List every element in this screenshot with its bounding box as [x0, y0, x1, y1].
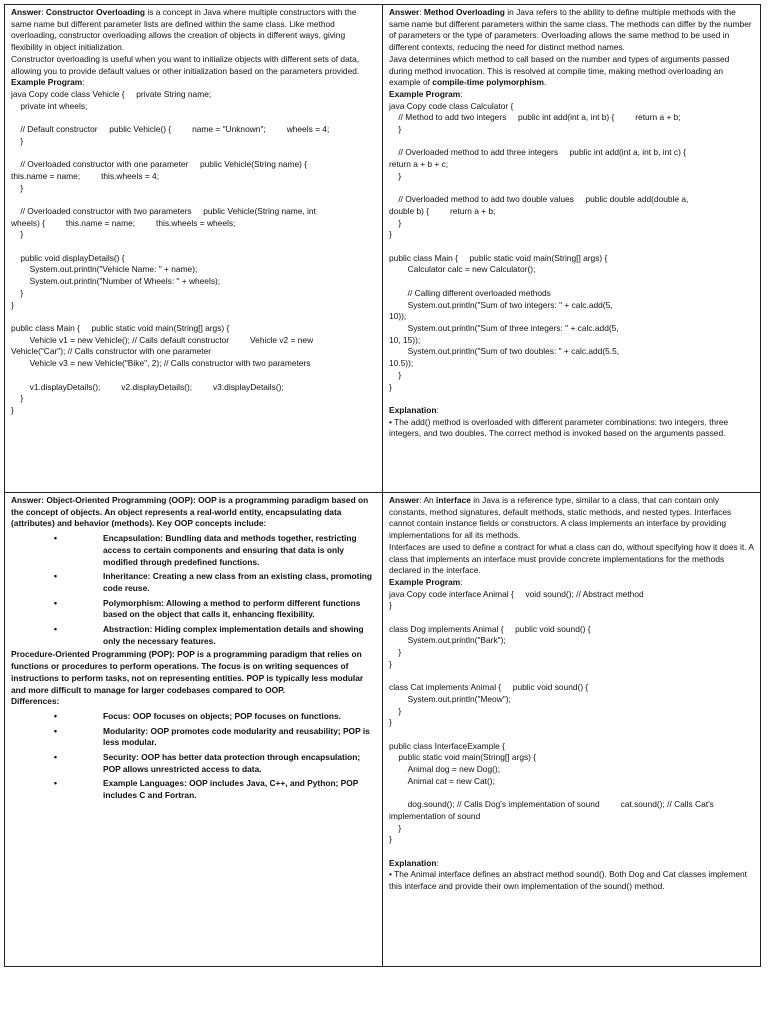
code-line: // Calling different overloaded methods	[389, 287, 551, 298]
bullet-item	[11, 711, 376, 723]
bullet-dot-icon: •	[53, 752, 57, 763]
code-line: // Overloaded method to add three integers public int add(int a, int b, int c) {	[389, 147, 687, 158]
bullet-text: Example Languages: OOP includes Java, C++, and Python; POP includes C and Fortran.	[103, 778, 361, 801]
code-line: class Cat implements Animal { public void sound() {	[389, 682, 589, 693]
code-line: }	[389, 381, 392, 392]
intro-text: is a concept in Java where multiple constructors with the same name but different parameter lists are defined within the same class. Like method overloading, constructor overloading allows the creation of objects in different ways, giving flexibility in object initialization.	[11, 7, 359, 53]
code-line	[11, 241, 376, 253]
code-line: System.out.println("Sum of two integers: " + calc.add(5,	[389, 299, 613, 310]
answer-colon: :	[419, 7, 424, 17]
cell-method-overloading	[383, 5, 761, 493]
code-line: System.out.println("Meow");	[389, 693, 511, 704]
code-line: java Copy code class Calculator {	[389, 100, 514, 111]
code-line	[11, 147, 376, 159]
answer-label: Answer	[389, 495, 420, 505]
code-line: Vehicle("Car"); // Calls constructor with one parameter	[11, 346, 212, 357]
code-line: }	[389, 705, 402, 716]
bullet-dot-icon: •	[53, 533, 57, 544]
bullet-text: Abstraction: Hiding complex implementation details and showing only the necessary features.	[103, 624, 366, 646]
bullet-dot-icon: •	[53, 624, 57, 635]
code-block	[389, 589, 754, 846]
code-line	[389, 276, 754, 288]
bullet-dot-icon: •	[53, 571, 57, 582]
cell-interface	[383, 493, 761, 967]
code-line	[11, 194, 376, 206]
bullet-item	[11, 726, 376, 749]
code-line: // Overloaded constructor with two parameters public Vehicle(String name, int	[11, 205, 316, 216]
example-colon: :	[460, 576, 463, 587]
answer-label: Answer	[11, 7, 42, 17]
explanation-text: • The Animal interface defines an abstract method sound(). Both Dog and Cat classes implement this interface and provide their own implementation of the sound() method.	[389, 869, 750, 892]
answer-colon: : An	[419, 495, 437, 505]
code-line: public class Main { public static void main(String[] args) {	[11, 322, 230, 333]
explanation-text: • The add() method is overloaded with different parameter combinations: two integers, three integers, and two doubles. The correct method is invoked based on the arguments passed.	[389, 416, 731, 439]
code-line: public class Main { public static void main(String[] args) {	[389, 252, 608, 263]
code-line	[389, 788, 754, 800]
code-line: System.out.println("Sum of three integers: " + calc.add(5,	[389, 322, 619, 333]
code-line: // Overloaded constructor with one parameter public Vehicle(String name) {	[11, 159, 308, 170]
explanation-colon: :	[436, 857, 439, 868]
bullet-text: Modularity: OOP promotes code modularity and reusability; POP is less modular.	[103, 725, 373, 748]
example-label: Example Program	[11, 77, 83, 88]
code-line: Vehicle v1 = new Vehicle(); // Calls default constructor Vehicle v2 = new	[11, 334, 314, 345]
resolution-period: .	[543, 77, 547, 88]
code-line: }	[389, 717, 392, 728]
code-line: }	[11, 404, 14, 415]
differences-list	[11, 711, 376, 802]
code-line: System.out.println("Vehicle Name: " + name);	[11, 264, 198, 275]
code-line	[389, 671, 754, 683]
code-line	[389, 136, 754, 148]
code-line: System.out.println("Number of Wheels: " + wheels);	[11, 276, 221, 287]
code-line: }	[389, 217, 402, 228]
code-line: }	[11, 182, 24, 193]
code-line: public void displayDetails() {	[11, 252, 125, 263]
code-line: // Overloaded method to add two double values public double add(double a,	[389, 194, 689, 205]
code-line	[389, 612, 754, 624]
cell-oop-vs-pop	[5, 493, 383, 967]
example-label: Example Program	[389, 576, 461, 587]
example-heading	[389, 89, 754, 101]
bullet-text: Encapsulation: Bundling data and methods together, restricting access to certain components and ensuring that data is only modified through predefined functions.	[103, 533, 359, 567]
code-line: class Dog implements Animal { public void sound() {	[389, 623, 591, 634]
example-heading	[389, 577, 754, 589]
code-line	[389, 729, 754, 741]
answer-colon: :	[41, 7, 46, 17]
polymorphism-term: compile-time polymorphism	[432, 77, 544, 88]
bullet-dot-icon: •	[53, 710, 57, 721]
code-line: public static void main(String[] args) {	[389, 752, 537, 763]
code-line: 10.5));	[389, 358, 414, 369]
code-line: }	[389, 658, 392, 669]
grid-row-1	[5, 5, 761, 493]
intro-paragraph	[389, 495, 754, 542]
bullet-text: Inheritance: Creating a new class from an existing class, promoting code reuse.	[103, 571, 375, 593]
bullet-item	[11, 598, 376, 621]
bullet-item	[11, 752, 376, 775]
code-line: 10, 15));	[389, 334, 421, 345]
intro-paragraph	[389, 7, 754, 54]
code-line: java Copy code interface Animal { void sound(); // Abstract method	[389, 588, 644, 599]
contract-paragraph: Interfaces are used to define a contract for what a class can do, without specifying how it does it. A class that implements an interface must provide concrete implementations for the methods declared in the interface.	[389, 541, 756, 576]
bullet-dot-icon: •	[53, 597, 57, 608]
intro-paragraph	[11, 7, 376, 54]
term-highlight: Method Overloading	[423, 7, 505, 17]
bullet-dot-icon: •	[53, 778, 57, 789]
explanation-label: Explanation	[389, 857, 437, 868]
term-highlight: interface	[436, 495, 471, 505]
code-line: Animal cat = new Cat();	[389, 775, 495, 786]
bullet-item	[11, 571, 376, 594]
code-line: }	[11, 229, 24, 240]
answer-label: Answer	[389, 7, 420, 17]
code-line: }	[389, 229, 392, 240]
code-line: implementation of sound	[389, 810, 481, 821]
oop-concepts-list	[11, 533, 376, 647]
differences-label: Differences:	[11, 696, 60, 707]
code-line	[11, 112, 376, 124]
code-line: v1.displayDetails(); v2.displayDetails(); v3.displayDetails();	[11, 381, 284, 392]
code-line	[389, 183, 754, 195]
code-line: Calculator calc = new Calculator();	[389, 264, 536, 275]
code-line: public class InterfaceExample {	[389, 740, 505, 751]
example-colon: :	[82, 77, 85, 88]
bullet-item	[11, 778, 376, 801]
code-line: }	[389, 170, 402, 181]
code-line: }	[389, 822, 402, 833]
code-line	[11, 370, 376, 382]
code-line: // Method to add two integers public int add(int a, int b) { return a + b;	[389, 112, 681, 123]
code-line: }	[11, 299, 14, 310]
bullet-text: Security: OOP has better data protection through encapsulation; POP allows unrestricted access to data.	[103, 752, 363, 774]
example-colon: :	[460, 88, 463, 99]
explanation-heading	[389, 858, 754, 870]
bullet-dot-icon: •	[53, 725, 57, 736]
code-line: private int wheels;	[11, 100, 88, 111]
code-line: }	[11, 135, 24, 146]
code-line	[389, 241, 754, 253]
code-block	[389, 101, 754, 394]
code-line: }	[389, 124, 402, 135]
oop-intro: Answer: Object-Oriented Programming (OOP): OOP is a programming paradigm based on the concept of objects. An object represents a real-world entity, encapsulating data (attributes) and behavior (methods). Key OOP concepts include:	[11, 495, 371, 529]
code-line: }	[11, 393, 24, 404]
code-line: }	[389, 369, 402, 380]
code-line: 10));	[389, 311, 407, 322]
grid-row-2	[5, 493, 761, 967]
example-heading	[11, 77, 376, 89]
code-line: dog.sound(); // Calls Dog's implementation of sound cat.sound(); // Calls Cat's	[389, 799, 714, 810]
usage-paragraph: Constructor overloading is useful when you want to initialize objects with different sets of data, allowing you to provide default values or other initialization based on the parameters provided.	[11, 53, 362, 76]
intro-text: in Java refers to the ability to define multiple methods with the same name but different parameters within the same class. The methods can differ by the number of parameters or the type of parameters. Overloading allows the same method to be used in different contexts, reducing the need for distinct method names.	[389, 7, 754, 53]
code-block	[11, 89, 376, 417]
resolution-text: Java determines which method to call based on the number and types of arguments passed during method invocation. This is resolved at compile time, making method overloading an example of	[389, 53, 732, 88]
code-line: System.out.println("Sum of two doubles: " + calc.add(5.5,	[389, 346, 620, 357]
code-line: java Copy code class Vehicle { private String name;	[11, 88, 212, 99]
answer-grid	[4, 4, 761, 967]
resolution-paragraph	[389, 54, 754, 89]
code-line: double b) { return a + b;	[389, 205, 496, 216]
bullet-item	[11, 533, 376, 568]
code-line: Vehicle v3 = new Vehicle("Bike", 2); // Calls constructor with two parameters	[11, 358, 311, 369]
bullet-text: Focus: OOP focuses on objects; POP focuses on functions.	[103, 710, 341, 721]
term-highlight: Constructor Overloading	[45, 7, 146, 17]
cell-constructor-overloading	[5, 5, 383, 493]
code-line	[11, 311, 376, 323]
code-line: return a + b + c;	[389, 159, 449, 170]
explanation-label: Explanation	[389, 404, 437, 415]
code-line: }	[389, 600, 392, 611]
code-line: System.out.println("Bark");	[389, 635, 506, 646]
code-line: }	[389, 834, 392, 845]
bullet-item	[11, 624, 376, 647]
code-line: Animal dog = new Dog();	[389, 764, 501, 775]
code-line: wheels) { this.name = name; this.wheels = wheels;	[11, 217, 236, 228]
pop-paragraph: Procedure-Oriented Programming (POP): POP is a programming paradigm that relies on functions or procedures to perform operations. The focus is on writing sequences of instructions to perform tasks, not on representing entities. POP is typically less modular and more difficult to manage for larger codebases compared to OOP.	[11, 649, 366, 695]
intro-text: in Java is a reference type, similar to a class, that can contain only constants, method signatures, default methods, static methods, and nested types. Interfaces cannot contain instance fields or constructors. A class implements an interface by providing implementations for all its methods.	[389, 495, 734, 541]
code-line: }	[11, 287, 24, 298]
code-line: }	[389, 647, 402, 658]
code-line: // Default constructor public Vehicle() { name = "Unknown"; wheels = 4;	[11, 124, 330, 135]
explanation-heading	[389, 405, 754, 417]
example-label: Example Program	[389, 88, 461, 99]
explanation-colon: :	[436, 404, 439, 415]
bullet-text: Polymorphism: Allowing a method to perform different functions based on the object that calls it, enhancing flexibility.	[103, 597, 363, 620]
code-line: this.name = name; this.wheels = 4;	[11, 170, 160, 181]
